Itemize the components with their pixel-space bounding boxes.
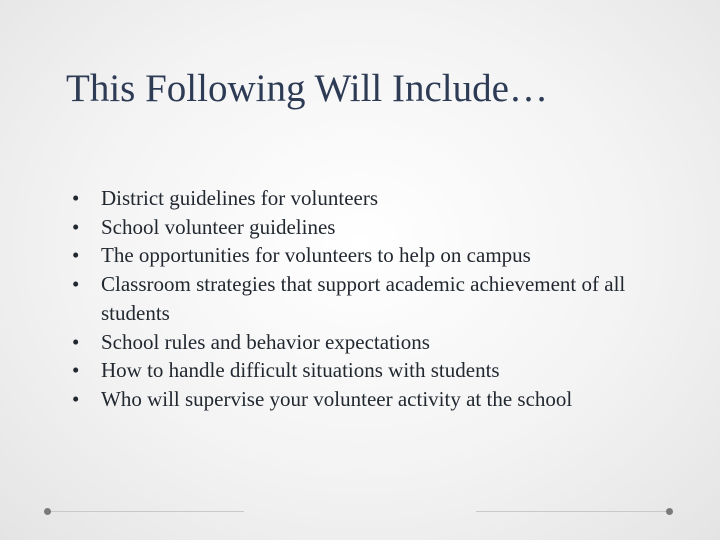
bullet-dot-icon: • (72, 272, 80, 297)
bullet-text: School volunteer guidelines (101, 214, 336, 239)
bullet-list (72, 184, 672, 414)
bullet-item (72, 184, 672, 213)
bullet-item (72, 385, 672, 414)
bullet-text: School rules and behavior expectations (101, 329, 430, 354)
bullet-text: District guidelines for volunteers (101, 186, 379, 210)
bullet-dot-icon: • (72, 386, 80, 411)
bullet-dot-icon: • (72, 214, 80, 239)
footer-dot-left-icon (44, 508, 51, 515)
bullet-item (72, 328, 672, 357)
bullet-text: Who will supervise your volunteer activity at the school (101, 386, 573, 411)
bullet-text: How to handle difficult situations with students (101, 358, 500, 383)
slide-title: This Following Will Include… (66, 67, 548, 110)
bullet-dot-icon: • (72, 329, 80, 354)
bullet-item (72, 356, 672, 385)
bullet-text: The opportunities for volunteers to help on campus (101, 243, 531, 268)
bullet-text: Classroom strategies that support academic achievement of all students (101, 272, 626, 325)
footer-divider-left (44, 511, 244, 512)
footer-dot-right-icon (666, 508, 673, 515)
footer-divider-right (476, 511, 671, 512)
bullet-item (72, 241, 672, 270)
bullet-dot-icon: • (72, 243, 80, 268)
bullet-item (72, 213, 672, 242)
bullet-dot-icon: • (72, 358, 80, 383)
bullet-item (72, 270, 672, 327)
bullet-dot-icon: • (72, 186, 80, 210)
